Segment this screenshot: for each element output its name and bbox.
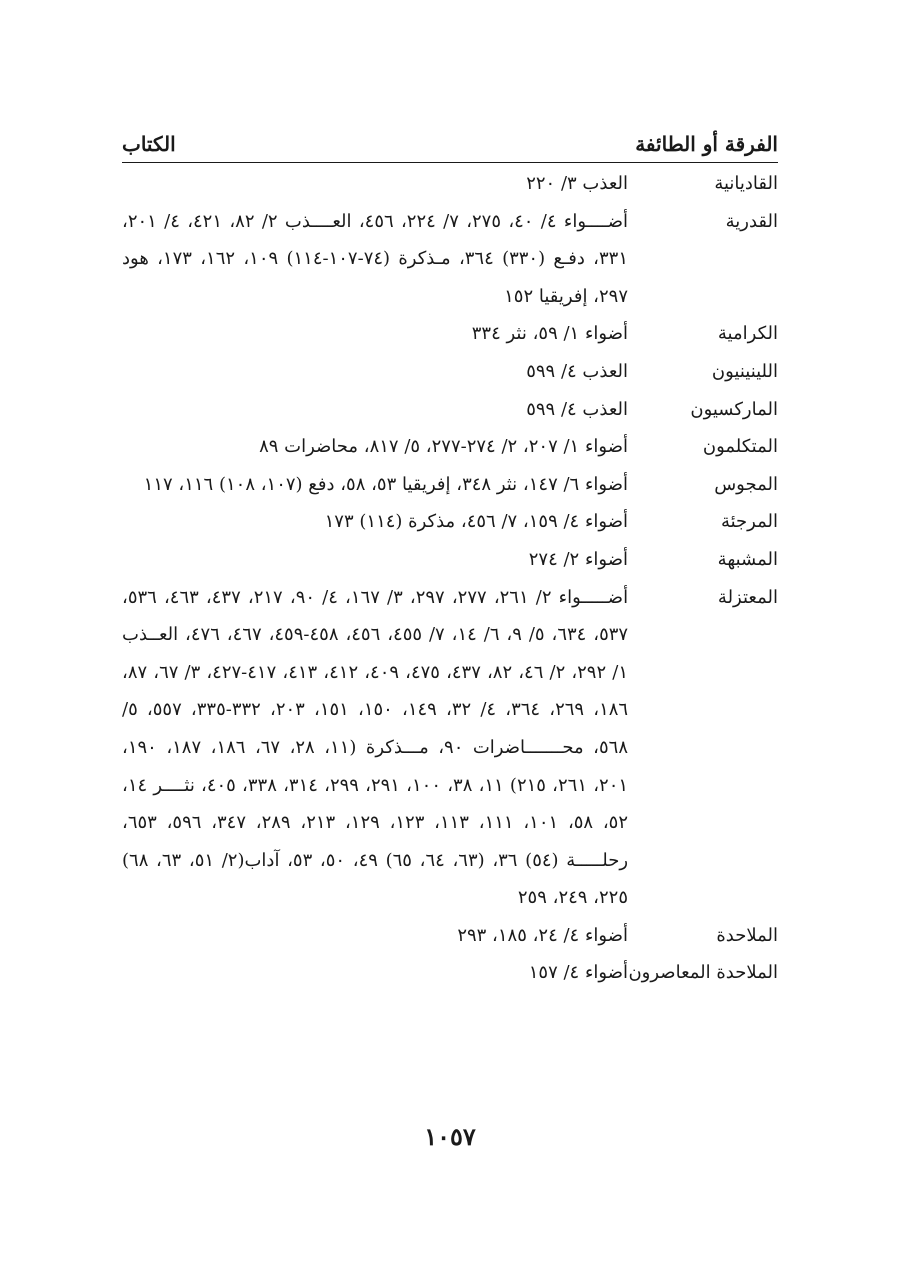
sect-name: المتكلمون xyxy=(702,436,778,458)
book-references: العذب ٣/ ٢٢٠ xyxy=(526,173,628,194)
index-entry xyxy=(122,315,778,353)
book-references: العذب ٤/ ٥٩٩ xyxy=(526,398,628,420)
index-entry xyxy=(122,503,778,541)
sect-name: المعتزلة xyxy=(717,586,778,608)
book-references: العذب ٤/ ٥٩٩ xyxy=(526,360,628,382)
book-references: أضواء ٤/ ١٥٧ xyxy=(528,962,628,984)
index-entry xyxy=(122,165,778,203)
column-header-book: الكتاب xyxy=(122,132,176,156)
book-references: أضواء ١/ ٢٠٧، ٢/ ٢٧٤-٢٧٧، ٥/ ٨١٧، محاضرات ٨٩ xyxy=(259,436,628,458)
index-entry xyxy=(122,391,778,429)
book-references: أضواء ١/ ٥٩، نثر ٣٣٤ xyxy=(471,323,628,345)
sect-name: القدرية xyxy=(725,210,778,232)
sect-name: الملاحدة xyxy=(716,924,778,946)
index-entry xyxy=(122,917,778,955)
index-entry xyxy=(122,954,778,992)
book-references: أضــــواء ٤/ ٤٠، ٢٧٥، ٧/ ٢٢٤، ٤٥٦، العــــذب ٢/ ٨٢، ٤٢١، ٤/ ٢٠١، ٣٣١، دفـع (٣٣٠) ٣٦٤، مـذكرة (٧٤-١٠٧-١١٤) ١٠٩، ١٦٢، ١٧٣، هود ٢٩٧، إفريقيا ١٥٢ xyxy=(122,210,629,307)
book-references: أضـــــواء ٢/ ٢٦١، ٢٧٧، ٢٩٧، ٣/ ١٦٧، ٤/ ٩٠، ٢١٧، ٤٣٧، ٤٦٣، ٥٣٦، ٥٣٧، ٦٣٤، ٥/ ٩، ٦/ ١٤، ٧/ ٤٥٥، ٤٥٦، ٤٥٨-٤٥٩، ٤٦٧، ٤٧٦، العــذب ١/ ٢٩٢، ٢/ ٤٦، ٨٢، ٤٣٧، ٤٧٥، ٤٠٩، ٤١٢، ٤١٣، ٤١٧-٤٢٧، ٣/ ٦٧، ٨٧، ١٨٦، ٢٦٩، ٣٦٤، ٤/ ٣٢، ١٤٩، ١٥٠، ١٥١، ٢٠٣، ٣٣٢-٣٣٥، ٥٥٧، ٥/ ٥٦٨، محـــــــاضرات ٩٠، مـــذكرة (١١، ٢٨، ٦٧، ١٨٦، ١٨٧، ١٩٠، ٢٠١، ٢٦١، ٢١٥) ١١، ٣٨، ١٠٠، ٢٩١، ٢٩٩، ٣١٤، ٣٣٨، ٤٠٥، نثــــر ١٤، ٥٢، ٥٨، ١٠١، ١١١، ١١٣، ١٢٣، ١٢٩، ٢١٣، ٢٨٩، ٣٤٧، ٥٩٦، ٦٥٣، رحلـــــة (٥٤) ٣٦، (٦٣، ٦٤، ٦٥) ٤٩، ٥٠، ٥٣، آداب(٢/ ٥١، ٦٣، ٦٨) ٢٢٥، ٢٤٩، ٢٥٩ xyxy=(122,586,629,909)
book-references: أضواء ٢/ ٢٧٤ xyxy=(528,548,628,570)
index-entry xyxy=(122,466,778,504)
sect-name: الماركسيون xyxy=(690,398,778,420)
index-entries xyxy=(122,163,778,992)
index-entry xyxy=(122,541,778,579)
table-header xyxy=(122,128,778,163)
sect-name: الملاحدة المعاصرون xyxy=(628,962,778,984)
index-entry xyxy=(122,579,778,917)
index-entry xyxy=(122,428,778,466)
column-header-sect: الفرقة أو الطائفة xyxy=(635,132,778,156)
book-references: أضواء ٦/ ١٤٧، نثر ٣٤٨، إفريقيا ٥٣، ٥٨، دفع (١٠٧، ١٠٨) ١١٦، ١١٧ xyxy=(143,473,628,495)
index-entry xyxy=(122,203,778,316)
sect-name: الكرامية xyxy=(717,323,778,345)
page-number: ١٠٥٧ xyxy=(424,1122,476,1151)
sect-name: المرجئة xyxy=(720,511,778,533)
index-entry xyxy=(122,353,778,391)
sect-name: المجوس xyxy=(714,473,778,495)
index-page xyxy=(122,128,778,992)
book-references: أضواء ٤/ ١٥٩، ٧/ ٤٥٦، مذكرة (١١٤) ١٧٣ xyxy=(324,511,628,533)
sect-name: اللينينيون xyxy=(711,360,778,382)
sect-name: القاديانية xyxy=(714,173,778,194)
sect-name: المشبهة xyxy=(717,548,778,570)
book-references: أضواء ٤/ ٢٤، ١٨٥، ٢٩٣ xyxy=(457,924,628,946)
